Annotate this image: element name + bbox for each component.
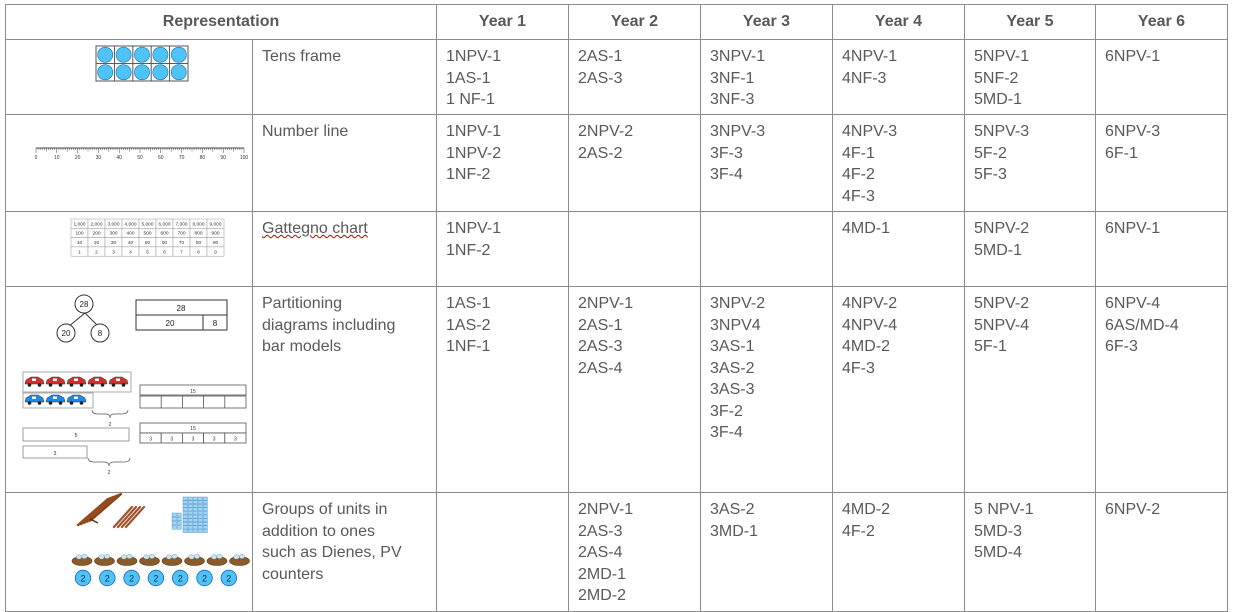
curriculum-code: 2AS-2 <box>578 144 623 162</box>
number-line-tick-label: 100 <box>239 155 249 161</box>
curriculum-code: 2NPV-2 <box>578 123 634 140</box>
number-line-image <box>6 115 252 211</box>
gattegno-cell-value: 700 <box>177 231 186 237</box>
number-line-tick-label: 0 <box>34 155 38 161</box>
curriculum-code: 5 NPV-1 <box>974 501 1034 518</box>
codes-cell <box>569 212 701 287</box>
gattegno-cell-value: 4,000 <box>124 222 137 228</box>
gattegno-cell-value: 900 <box>211 231 220 237</box>
gattegno-cell-value: 40 <box>127 241 134 246</box>
gattegno-cell-value: 1,000 <box>73 222 86 228</box>
header-representation: Representation <box>6 5 437 40</box>
curriculum-code: 6NPV-2 <box>1105 501 1161 518</box>
place-value-counter-label: 2 <box>226 573 232 584</box>
place-value-counter-label: 2 <box>201 573 208 584</box>
row-label-text: bar models <box>262 338 342 355</box>
codes-cell <box>701 287 833 493</box>
gattegno-cell-value: 300 <box>109 231 118 237</box>
gattegno-cell-value: 20 <box>93 241 100 246</box>
tens-frame-counter <box>134 65 149 80</box>
curriculum-code: 3NPV-3 <box>710 123 766 140</box>
gattegno-cell-value: 800 <box>194 231 203 237</box>
table-row <box>6 40 1228 115</box>
header-year-3: Year 3 <box>701 5 833 40</box>
curriculum-code: 2AS-1 <box>578 316 623 334</box>
place-value-counter-label: 2 <box>153 573 159 584</box>
curriculum-code: 1NPV-1 <box>446 48 502 65</box>
curriculum-code: 1NF-1 <box>446 338 491 355</box>
codes-cell <box>833 115 965 212</box>
curriculum-code: 1AS-1 <box>446 69 491 87</box>
row-label-text: Gattegno chart <box>262 220 368 237</box>
tens-frame-illustration <box>6 40 253 115</box>
curriculum-code: 3F-2 <box>710 402 743 420</box>
curriculum-code: 1NPV-1 <box>446 123 502 140</box>
codes-cell <box>569 287 701 493</box>
tens-frame-image <box>6 40 252 114</box>
partitioning-image <box>6 287 252 492</box>
number-line-illustration <box>6 115 253 212</box>
nest-icon <box>185 554 205 565</box>
codes-cell <box>1096 493 1228 612</box>
codes-cell <box>437 493 569 612</box>
curriculum-code: 2NPV-1 <box>578 295 634 312</box>
bar-model-whole-label: 28 <box>176 304 186 313</box>
curriculum-code: 6NPV-4 <box>1105 295 1161 312</box>
gattegno-cell-value: 90 <box>212 241 219 246</box>
header-row <box>6 5 1228 40</box>
gattegno-cell-value: 8 <box>197 250 200 256</box>
codes-cell <box>701 40 833 115</box>
dienes-ones-icon <box>172 513 181 529</box>
curriculum-code: 5NPV-4 <box>974 316 1030 334</box>
curriculum-code: 4NPV-1 <box>842 48 898 65</box>
gattegno-cell-value: 6,000 <box>158 222 171 228</box>
gattegno-cell-value: 70 <box>178 241 185 246</box>
gattegno-cell-value: 2,000 <box>90 222 103 228</box>
row-label-text: Partitioning <box>262 295 343 312</box>
loose-sticks-icon <box>114 507 144 527</box>
curriculum-code: 3AS-2 <box>710 501 755 518</box>
curriculum-code: 4F-3 <box>842 187 875 205</box>
curriculum-code: 3NPV-2 <box>710 295 766 312</box>
curriculum-code: 5NPV-2 <box>974 295 1030 312</box>
gattegno-cell-value: 9,000 <box>209 222 222 228</box>
row-label-text: such as Dienes, PV <box>262 544 402 561</box>
curriculum-code: 5MD-1 <box>974 241 1023 259</box>
codes-cell <box>437 287 569 493</box>
codes-cell <box>701 493 833 612</box>
curriculum-code: 2AS-3 <box>578 338 623 355</box>
bar-model-part-label: 20 <box>165 319 175 328</box>
gattegno-cell-value: 60 <box>161 241 168 246</box>
codes-cell <box>965 493 1096 612</box>
nest-icon <box>95 554 115 565</box>
place-value-counter-label: 2 <box>129 573 135 584</box>
curriculum-code: 4NPV-3 <box>842 123 898 140</box>
header-year-2: Year 2 <box>569 5 701 40</box>
codes-cell <box>1096 287 1228 493</box>
codes-cell <box>833 287 965 493</box>
curriculum-code: 1NF-2 <box>446 166 491 183</box>
codes-cell <box>833 493 965 612</box>
codes-cell <box>437 40 569 115</box>
header-year-6: Year 6 <box>1096 5 1228 40</box>
row-label-text: counters <box>262 565 324 583</box>
codes-cell <box>569 40 701 115</box>
header-year-4: Year 4 <box>833 5 965 40</box>
bar-cell-label: 3 <box>234 436 237 443</box>
number-line-tick-label: 10 <box>54 155 60 161</box>
curriculum-code: 3NPV4 <box>710 316 761 334</box>
curriculum-code: 4MD-1 <box>842 220 891 237</box>
place-value-counter-label: 2 <box>104 573 110 584</box>
curriculum-code: 5F-3 <box>974 166 1007 183</box>
codes-cell <box>833 40 965 115</box>
curriculum-code: 5F-2 <box>974 144 1007 162</box>
gattegno-cell-value: 1 <box>78 250 81 256</box>
codes-cell <box>701 212 833 287</box>
bar-label: 5 <box>74 433 78 439</box>
gattegno-cell-value: 200 <box>92 231 101 237</box>
codes-cell <box>965 212 1096 287</box>
curriculum-code: 4NPV-2 <box>842 295 898 312</box>
codes-cell <box>1096 40 1228 115</box>
nest-icon <box>162 554 182 565</box>
gattegno-cell-value: 5,000 <box>141 222 154 228</box>
curriculum-code: 6F-3 <box>1105 338 1138 355</box>
tens-frame-counter <box>171 65 186 80</box>
curriculum-code: 3MD-1 <box>710 522 759 540</box>
bar-model-part-label: 8 <box>212 319 218 328</box>
row-label <box>253 115 437 212</box>
number-line-tick-label: 20 <box>74 155 81 161</box>
curriculum-code: 3F-4 <box>710 424 743 441</box>
curriculum-code: 3AS-2 <box>710 359 755 377</box>
dienes-counters-image <box>6 493 252 611</box>
curriculum-code: 4MD-2 <box>842 338 891 355</box>
gattegno-cell-value: 30 <box>110 241 117 246</box>
row-label <box>253 212 437 287</box>
curriculum-code: 6AS/MD-4 <box>1105 316 1179 334</box>
curriculum-code: 2AS-3 <box>578 522 623 540</box>
curriculum-code: 4NF-3 <box>842 69 887 87</box>
number-line-tick-label: 40 <box>116 155 122 161</box>
curriculum-code: 2AS-1 <box>578 48 623 65</box>
curriculum-code: 1AS-1 <box>446 295 491 312</box>
brace-label: 2 <box>108 422 112 428</box>
brace-label: 2 <box>107 470 111 476</box>
gattegno-cell-value: 400 <box>126 231 135 237</box>
curriculum-code: 4F-2 <box>842 522 875 540</box>
row-label <box>253 287 437 493</box>
gattegno-cell-value: 3,000 <box>107 222 120 228</box>
number-line-tick-label: 60 <box>158 155 164 161</box>
tens-frame-counter <box>98 47 113 62</box>
gattegno-cell-value: 4 <box>129 250 132 256</box>
curriculum-code: 4F-2 <box>842 166 875 183</box>
tens-frame-counter <box>171 47 186 62</box>
curriculum-code: 6NPV-1 <box>1105 48 1161 65</box>
nest-icon <box>72 554 92 565</box>
gattegno-cell-value: 80 <box>195 241 202 246</box>
curriculum-code: 2MD-2 <box>578 587 627 604</box>
curriculum-code: 3F-4 <box>710 166 743 183</box>
curriculum-code: 2AS-4 <box>578 544 623 561</box>
dienes-tens-rods-icon <box>183 497 207 533</box>
nest-icon <box>140 554 160 565</box>
number-line-tick-label: 80 <box>199 155 206 161</box>
row-label-text: addition to ones <box>262 522 375 540</box>
curriculum-code: 5MD-3 <box>974 522 1023 540</box>
codes-cell <box>569 493 701 612</box>
curriculum-code: 2AS-4 <box>578 359 623 377</box>
curriculum-code: 6NPV-1 <box>1105 220 1161 237</box>
curriculum-code: 1NPV-1 <box>446 220 502 237</box>
gattegno-cell-value: 10 <box>76 241 83 246</box>
row-label-text: Tens frame <box>262 48 342 65</box>
curriculum-code: 4MD-2 <box>842 501 891 518</box>
curriculum-code: 4NPV-4 <box>842 316 898 334</box>
curriculum-code: 5MD-4 <box>974 544 1023 561</box>
curriculum-code: 5MD-1 <box>974 91 1023 108</box>
gattegno-cell-value: 7,000 <box>175 222 188 228</box>
number-line-tick-label: 90 <box>220 155 226 161</box>
number-line-tick-label: 50 <box>137 155 143 161</box>
curriculum-code: 1NPV-2 <box>446 144 502 162</box>
curriculum-code: 6F-1 <box>1105 144 1138 162</box>
table-row <box>6 493 1228 612</box>
bar-cell-label: 3 <box>149 436 152 443</box>
gattegno-cell-value: 500 <box>143 231 152 237</box>
row-label-text: Groups of units in <box>262 501 388 518</box>
tens-frame-counter <box>153 47 168 62</box>
codes-cell <box>965 287 1096 493</box>
table-row <box>6 115 1228 212</box>
row-label <box>253 493 437 612</box>
place-value-counter-label: 2 <box>177 573 183 584</box>
codes-cell <box>569 115 701 212</box>
curriculum-code: 3NPV-1 <box>710 48 766 65</box>
bar-top-label: 15 <box>190 389 196 395</box>
curriculum-code: 3NF-3 <box>710 91 755 108</box>
curriculum-code: 1NF-2 <box>446 241 491 259</box>
curriculum-code: 3AS-3 <box>710 381 755 398</box>
table-row <box>6 287 1228 493</box>
partitioning-illustration <box>6 287 253 493</box>
codes-cell <box>1096 115 1228 212</box>
curriculum-code: 5NPV-1 <box>974 48 1030 65</box>
gattegno-cell-value: 50 <box>144 241 151 246</box>
number-line-tick-label: 30 <box>95 155 102 161</box>
curriculum-code: 1AS-2 <box>446 316 491 334</box>
codes-cell <box>833 212 965 287</box>
tens-frame-counter <box>153 65 168 80</box>
gattegno-cell-value: 6 <box>163 250 166 256</box>
curriculum-code: 3NF-1 <box>710 69 755 87</box>
tens-frame-counter <box>116 65 131 80</box>
gattegno-cell-value: 9 <box>214 250 217 256</box>
codes-cell <box>965 40 1096 115</box>
table-row <box>6 212 1228 287</box>
curriculum-code: 5NF-2 <box>974 69 1019 87</box>
codes-cell <box>701 115 833 212</box>
curriculum-code: 2AS-3 <box>578 69 623 87</box>
curriculum-code: 3F-3 <box>710 144 743 162</box>
gattegno-cell-value: 600 <box>160 231 169 237</box>
stick-bundle-icon <box>78 494 121 525</box>
bar-cell-label: 3 <box>212 436 216 443</box>
codes-cell <box>437 115 569 212</box>
gattegno-cell-value: 3 <box>112 250 115 256</box>
tens-frame-counter <box>134 47 149 62</box>
curriculum-code: 3AS-1 <box>710 338 755 355</box>
curriculum-code: 1 NF-1 <box>446 91 495 108</box>
tens-frame-counter <box>98 65 113 80</box>
bar-label: 3 <box>53 451 57 457</box>
row-label-text: Number line <box>262 123 349 140</box>
curriculum-code: 2MD-1 <box>578 565 627 583</box>
curriculum-code: 5F-1 <box>974 338 1007 355</box>
place-value-counter-label: 2 <box>80 573 86 584</box>
tens-frame-counter <box>116 47 131 62</box>
curriculum-code: 5NPV-2 <box>974 220 1030 237</box>
gattegno-cell-value: 7 <box>180 250 183 256</box>
representation-table <box>5 4 1228 612</box>
gattegno-illustration <box>6 212 253 287</box>
gattegno-cell-value: 5 <box>146 250 149 256</box>
gattegno-cell-value: 2 <box>95 250 98 256</box>
row-label <box>253 40 437 115</box>
curriculum-code: 4F-3 <box>842 359 875 377</box>
header-year-1: Year 1 <box>437 5 569 40</box>
nest-icon <box>230 554 250 565</box>
curriculum-code: 4F-1 <box>842 144 875 162</box>
curriculum-code: 2NPV-1 <box>578 501 634 518</box>
row-label-text: diagrams including <box>262 316 396 334</box>
header-year-5: Year 5 <box>965 5 1096 40</box>
part-whole-part-label: 20 <box>61 329 71 338</box>
codes-cell <box>965 115 1096 212</box>
number-line-tick-label: 70 <box>178 155 185 161</box>
nest-icon <box>117 554 137 565</box>
bar-top-label: 15 <box>190 426 196 432</box>
part-whole-part-label: 8 <box>97 329 103 338</box>
codes-cell <box>437 212 569 287</box>
curriculum-code: 5NPV-3 <box>974 123 1030 140</box>
dienes-illustration <box>6 493 253 612</box>
gattegno-cell-value: 8,000 <box>192 222 205 228</box>
codes-cell <box>1096 212 1228 287</box>
nest-icon <box>207 554 227 565</box>
part-whole-whole-label: 28 <box>79 300 89 309</box>
bar-cell-label: 3 <box>170 436 174 443</box>
gattegno-chart-image <box>6 212 252 286</box>
bar-cell-label: 3 <box>191 436 195 443</box>
gattegno-cell-value: 100 <box>75 231 84 237</box>
curriculum-code: 6NPV-3 <box>1105 123 1161 140</box>
